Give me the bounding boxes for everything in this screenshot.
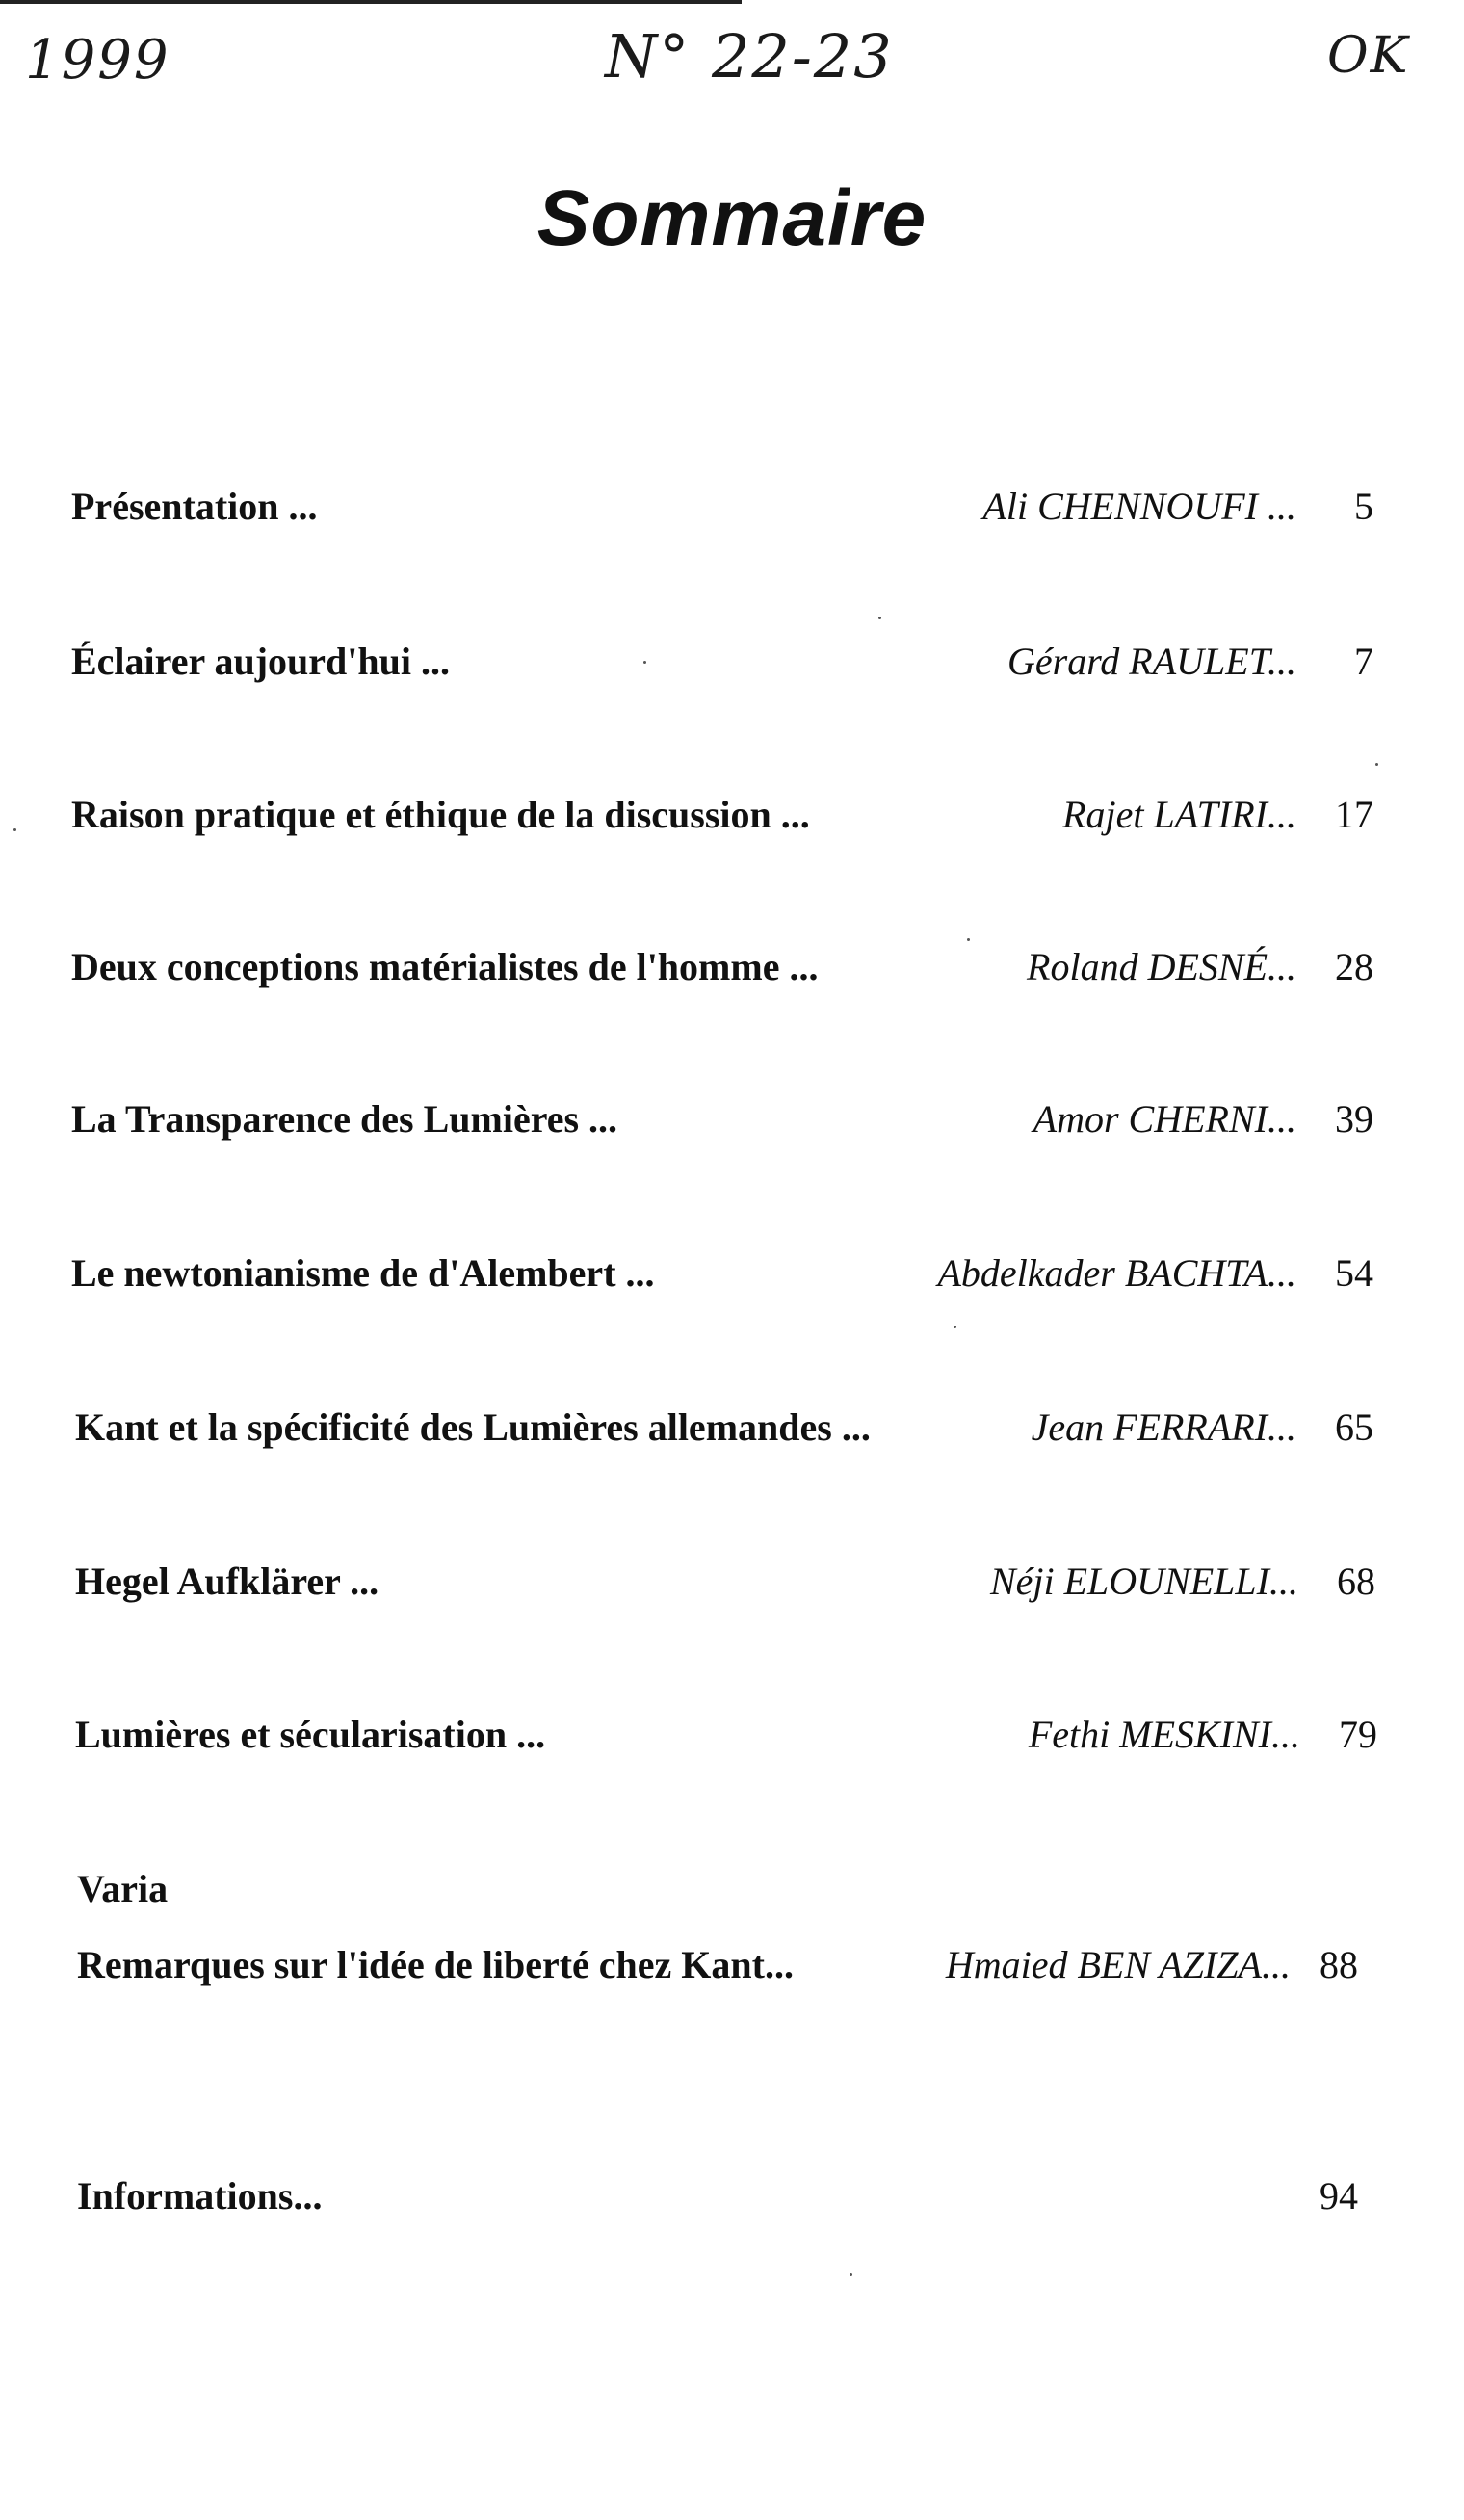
toc-entry-varia	[77, 1942, 1358, 2000]
toc-entry-informations	[77, 2173, 1358, 2231]
top-rule	[0, 0, 742, 4]
toc-entry-title: La Transparence des Lumières ...	[71, 1097, 618, 1141]
toc-entry-author: Ali CHENNOUFI ...	[982, 485, 1296, 528]
toc-entry-page: 7	[1354, 640, 1373, 683]
toc-entry-author: Jean FERRARI...	[1031, 1405, 1296, 1449]
toc-entry-title: Éclairer aujourd'hui ...	[71, 640, 451, 683]
toc-entry-author: Néji ELOUNELLI...	[989, 1560, 1298, 1603]
toc-entry-author: Amor CHERNI...	[1033, 1097, 1296, 1141]
toc-entry-page: 17	[1335, 793, 1373, 836]
toc-entry-author: Roland DESNÉ...	[1027, 945, 1296, 988]
handwritten-ok-mark: OK	[1327, 27, 1410, 85]
toc-entry-page: 5	[1354, 485, 1373, 528]
toc-entry-author: Gérard RAULET...	[1007, 640, 1296, 683]
toc-entry-title: Présentation ...	[71, 485, 318, 528]
scan-speck	[850, 2273, 852, 2276]
toc-entry-page: 54	[1335, 1251, 1373, 1295]
scan-speck	[643, 661, 646, 664]
toc-entry-page: 28	[1335, 945, 1373, 988]
toc-entry	[71, 639, 1373, 696]
toc-entry-title: Le newtonianisme de d'Alembert ...	[71, 1251, 655, 1295]
scan-speck	[954, 1326, 956, 1328]
toc-entry	[75, 1404, 1373, 1462]
page-title: Sommaire	[536, 174, 928, 262]
handwritten-year: 1999	[25, 29, 170, 92]
toc-entry-page: 65	[1335, 1405, 1373, 1449]
toc-entry-title: Kant et la spécificité des Lumières allemandes ...	[75, 1405, 871, 1449]
handwritten-issue-number: N° 22-23	[605, 21, 894, 92]
toc-entry-page: 68	[1337, 1560, 1375, 1603]
toc-entry-page: 94	[1320, 2174, 1358, 2218]
toc-entry-author: Fethi MESKINI...	[1028, 1713, 1300, 1756]
scan-speck	[878, 617, 881, 619]
toc-entry-title: Hegel Aufklärer ...	[75, 1560, 379, 1603]
toc-entry	[71, 944, 1373, 1002]
toc-entry	[71, 484, 1373, 541]
toc-entry	[71, 1250, 1373, 1308]
scan-speck	[967, 938, 970, 941]
scan-speck	[13, 828, 16, 831]
toc-entry	[71, 792, 1373, 850]
toc-entry-title: Raison pratique et éthique de la discussion ...	[71, 793, 810, 836]
toc-entry-title: Lumières et sécularisation ...	[75, 1713, 546, 1756]
toc-entry-author: Hmaied BEN AZIZA...	[945, 1943, 1291, 1986]
varia-heading: Varia	[77, 1867, 169, 1910]
toc-entry-page: 88	[1320, 1943, 1358, 1986]
toc-entry-author: Abdelkader BACHTA...	[937, 1251, 1296, 1295]
toc-entry	[71, 1096, 1373, 1154]
toc-entry-title: Informations...	[77, 2174, 323, 2218]
toc-entry-author: Rajet LATIRI...	[1062, 793, 1296, 836]
toc-entry	[75, 1712, 1377, 1770]
toc-entry	[75, 1559, 1375, 1616]
scan-speck	[1375, 763, 1378, 766]
toc-entry-page: 79	[1339, 1713, 1377, 1756]
toc-entry-title: Remarques sur l'idée de liberté chez Kant...	[77, 1943, 794, 1986]
toc-entry-page: 39	[1335, 1097, 1373, 1141]
toc-entry-title: Deux conceptions matérialistes de l'homme ...	[71, 945, 819, 988]
